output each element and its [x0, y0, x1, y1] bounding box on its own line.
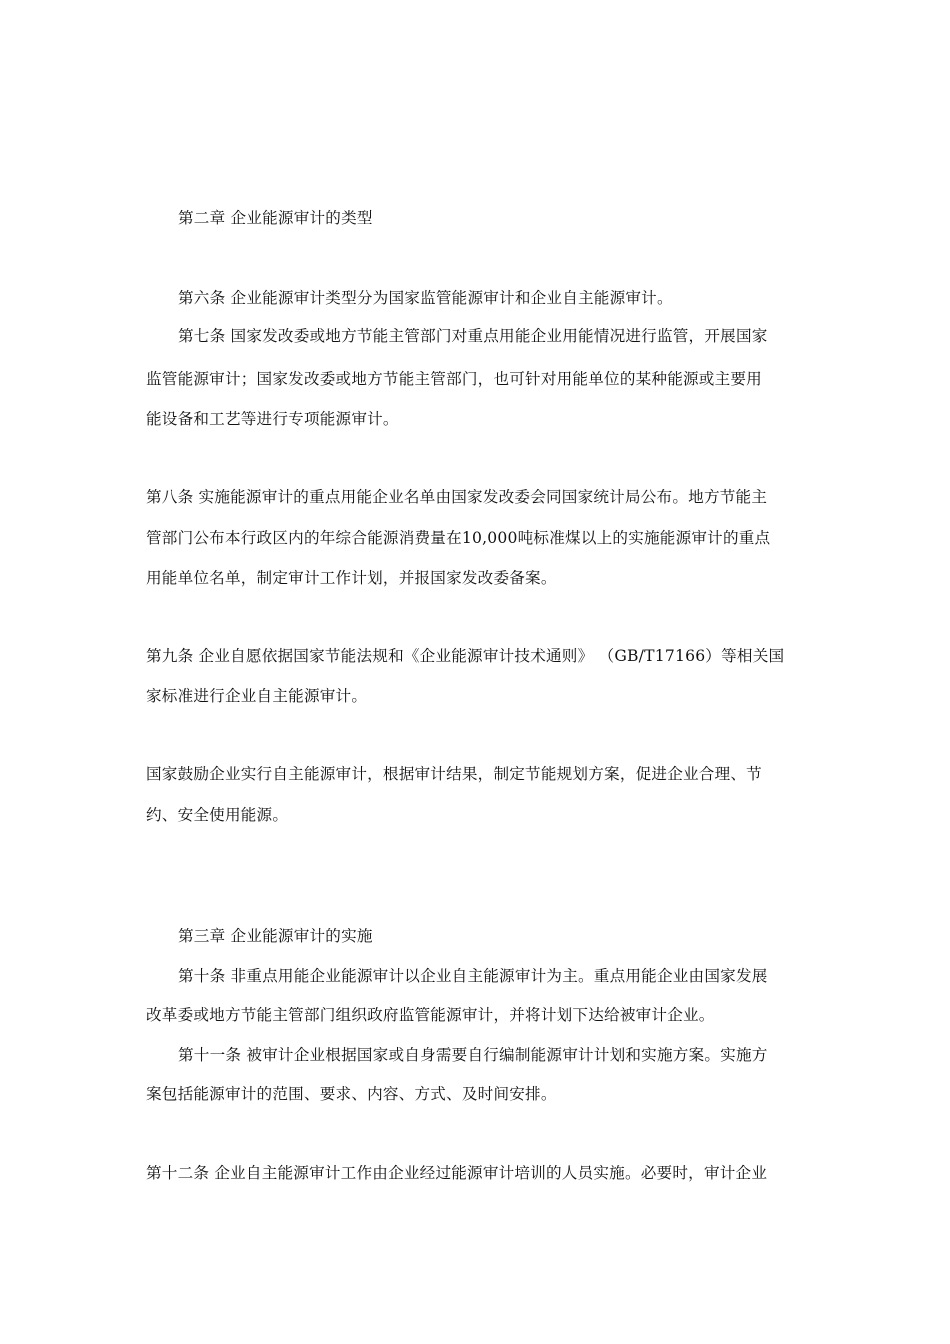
article-8-line-2: 管部门公布本行政区内的年综合能源消费量在10,000吨标准煤以上的实施能源审计的重点 [146, 529, 771, 547]
article-7-line-1: 第七条 国家发改委或地方节能主管部门对重点用能企业用能情况进行监管，开展国家 [178, 327, 768, 345]
article-9-line-2: 家标准进行企业自主能源审计。 [146, 687, 368, 705]
encourage-line-2: 约、安全使用能源。 [146, 806, 289, 824]
article-9-line-1: 第九条 企业自愿依据国家节能法规和《企业能源审计技术通则》 （GB/T17166）等相关国 [146, 647, 785, 665]
chapter-3-heading: 第三章 企业能源审计的实施 [178, 927, 373, 945]
article-6: 第六条 企业能源审计类型分为国家监管能源审计和企业自主能源审计。 [178, 289, 673, 307]
article-10-line-2: 改革委或地方节能主管部门组织政府监管能源审计，并将计划下达给被审计企业。 [146, 1006, 715, 1024]
encourage-line-1: 国家鼓励企业实行自主能源审计，根据审计结果，制定节能规划方案，促进企业合理、节 [146, 765, 762, 783]
article-11-line-2: 案包括能源审计的范围、要求、内容、方式、及时间安排。 [146, 1085, 557, 1103]
article-11-line-1: 第十一条 被审计企业根据国家或自身需要自行编制能源审计计划和实施方案。实施方 [178, 1046, 768, 1064]
article-7-line-2: 监管能源审计；国家发改委或地方节能主管部门，也可针对用能单位的某种能源或主要用 [146, 370, 762, 388]
article-8-line-3: 用能单位名单，制定审计工作计划，并报国家发改委备案。 [146, 569, 557, 587]
article-8-line-1: 第八条 实施能源审计的重点用能企业名单由国家发改委会同国家统计局公布。地方节能主 [146, 488, 768, 506]
article-7-line-3: 能设备和工艺等进行专项能源审计。 [146, 410, 399, 428]
article-12-line-1: 第十二条 企业自主能源审计工作由企业经过能源审计培训的人员实施。必要时，审计企业 [146, 1164, 768, 1182]
article-10-line-1: 第十条 非重点用能企业能源审计以企业自主能源审计为主。重点用能企业由国家发展 [178, 967, 768, 985]
chapter-2-heading: 第二章 企业能源审计的类型 [178, 209, 373, 227]
